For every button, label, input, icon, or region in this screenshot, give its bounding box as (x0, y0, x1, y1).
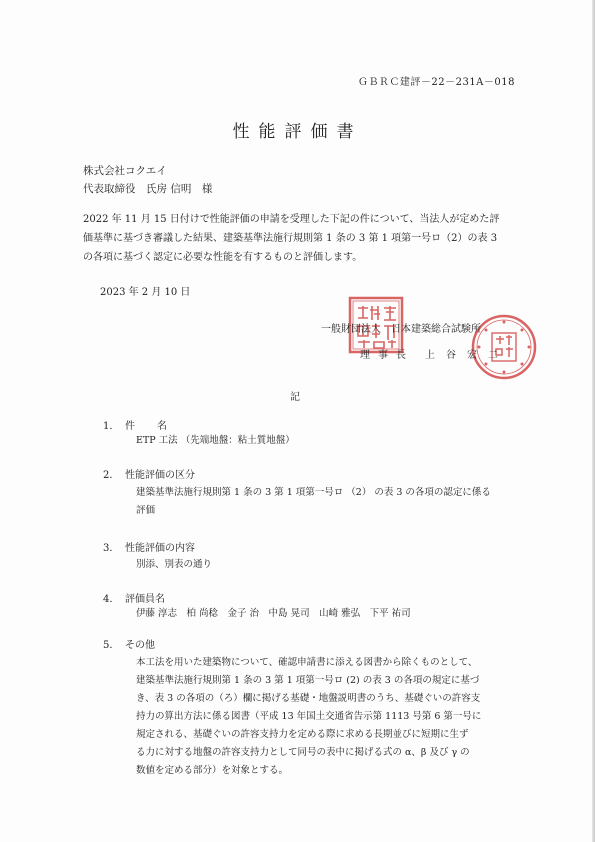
section-heading (103, 590, 165, 605)
section-heading (103, 636, 155, 651)
section-line: 持力の算出方法に係る図書（平成 13 年国土交通省告示第 1113 号第 6 第一号に (136, 711, 482, 722)
issue-date: 2023 年 2 月 10 日 (100, 287, 191, 298)
section-heading (103, 417, 189, 432)
section-number: 4． (103, 594, 120, 605)
body-line: 2022 年 11 月 15 日付けで性能評価の申請を受理した下記の件について、当法人が定めた評 (83, 214, 500, 225)
section-label: 性能評価の内容 (125, 543, 195, 554)
issuer-name: 上谷宏二 (425, 350, 509, 361)
section-heading (103, 466, 195, 481)
issuer-title: 理事長 (360, 350, 414, 361)
recipient-representative: 代表取締役 氏房 信明 様 (83, 183, 213, 195)
section-line: 評価 (136, 505, 156, 516)
section-number: 2． (103, 470, 120, 481)
document-title: 性能評価書 (232, 122, 363, 142)
section-line: 規定される、基礎ぐいの許容支持力を定める際に求める長期並びに短期に生ず (136, 729, 469, 740)
section-label: その他 (125, 640, 155, 651)
section-body (136, 432, 295, 450)
section-line: 別添、別表の通り (136, 559, 213, 570)
section-label: 件名 (125, 421, 189, 432)
section-line: ETP 工法 （先端地盤：粘土質地盤） (136, 435, 295, 446)
section-body (136, 654, 481, 780)
section-line: 建築基準法施行規則第 1 条の 3 第 1 項第一号ロ (2) の表 3 の各項の規定に基づ (136, 675, 480, 686)
section-number: 1． (103, 421, 120, 432)
section-label: 評価員名 (125, 594, 165, 605)
body-line: 価基準に基づき審議した結果、建築基準法施行規則第 1 条の 3 第 1 項第一号ロ（2）の表 3 (83, 233, 498, 244)
section-heading (103, 539, 195, 554)
recipient-company: 株式会社コクエイ (83, 165, 167, 177)
section-line: る力に対する地盤の許容支持力として同号の表中に掲げる式の α、β 及び γ の (136, 747, 470, 758)
section-line: 伊藤 淳志 柏 尚稔 金子 治 中島 晃司 山崎 雅弘 下平 祐司 (136, 608, 411, 619)
section-line: 数値を定める部分）を対象とする。 (136, 765, 289, 776)
section-line: 建築基準法施行規則第 1 条の 3 第 1 項第一号ロ （2） の表 3 の各項の認定に係る (136, 487, 491, 498)
section-number: 5． (103, 640, 120, 651)
section-label: 性能評価の区分 (125, 470, 195, 481)
issuer-organization: 一般財団法人 日本建築総合試験所 (321, 324, 481, 335)
document-number: ＧＢＲＣ建評－22－231A－018 (357, 77, 515, 88)
section-line: 本工法を用いた建築物について、確認申請書に添える図書から除くものとして、 (136, 657, 478, 668)
ki-mark: 記 (290, 392, 300, 403)
section-number: 3． (103, 543, 120, 554)
body-line: の各項に基づく認定に必要な性能を有するものと評価します。 (83, 252, 363, 263)
section-line: き、表 3 の各項の（ろ）欄に掲げる基礎・地盤説明書のうち、基礎ぐいの許容支 (136, 693, 481, 704)
